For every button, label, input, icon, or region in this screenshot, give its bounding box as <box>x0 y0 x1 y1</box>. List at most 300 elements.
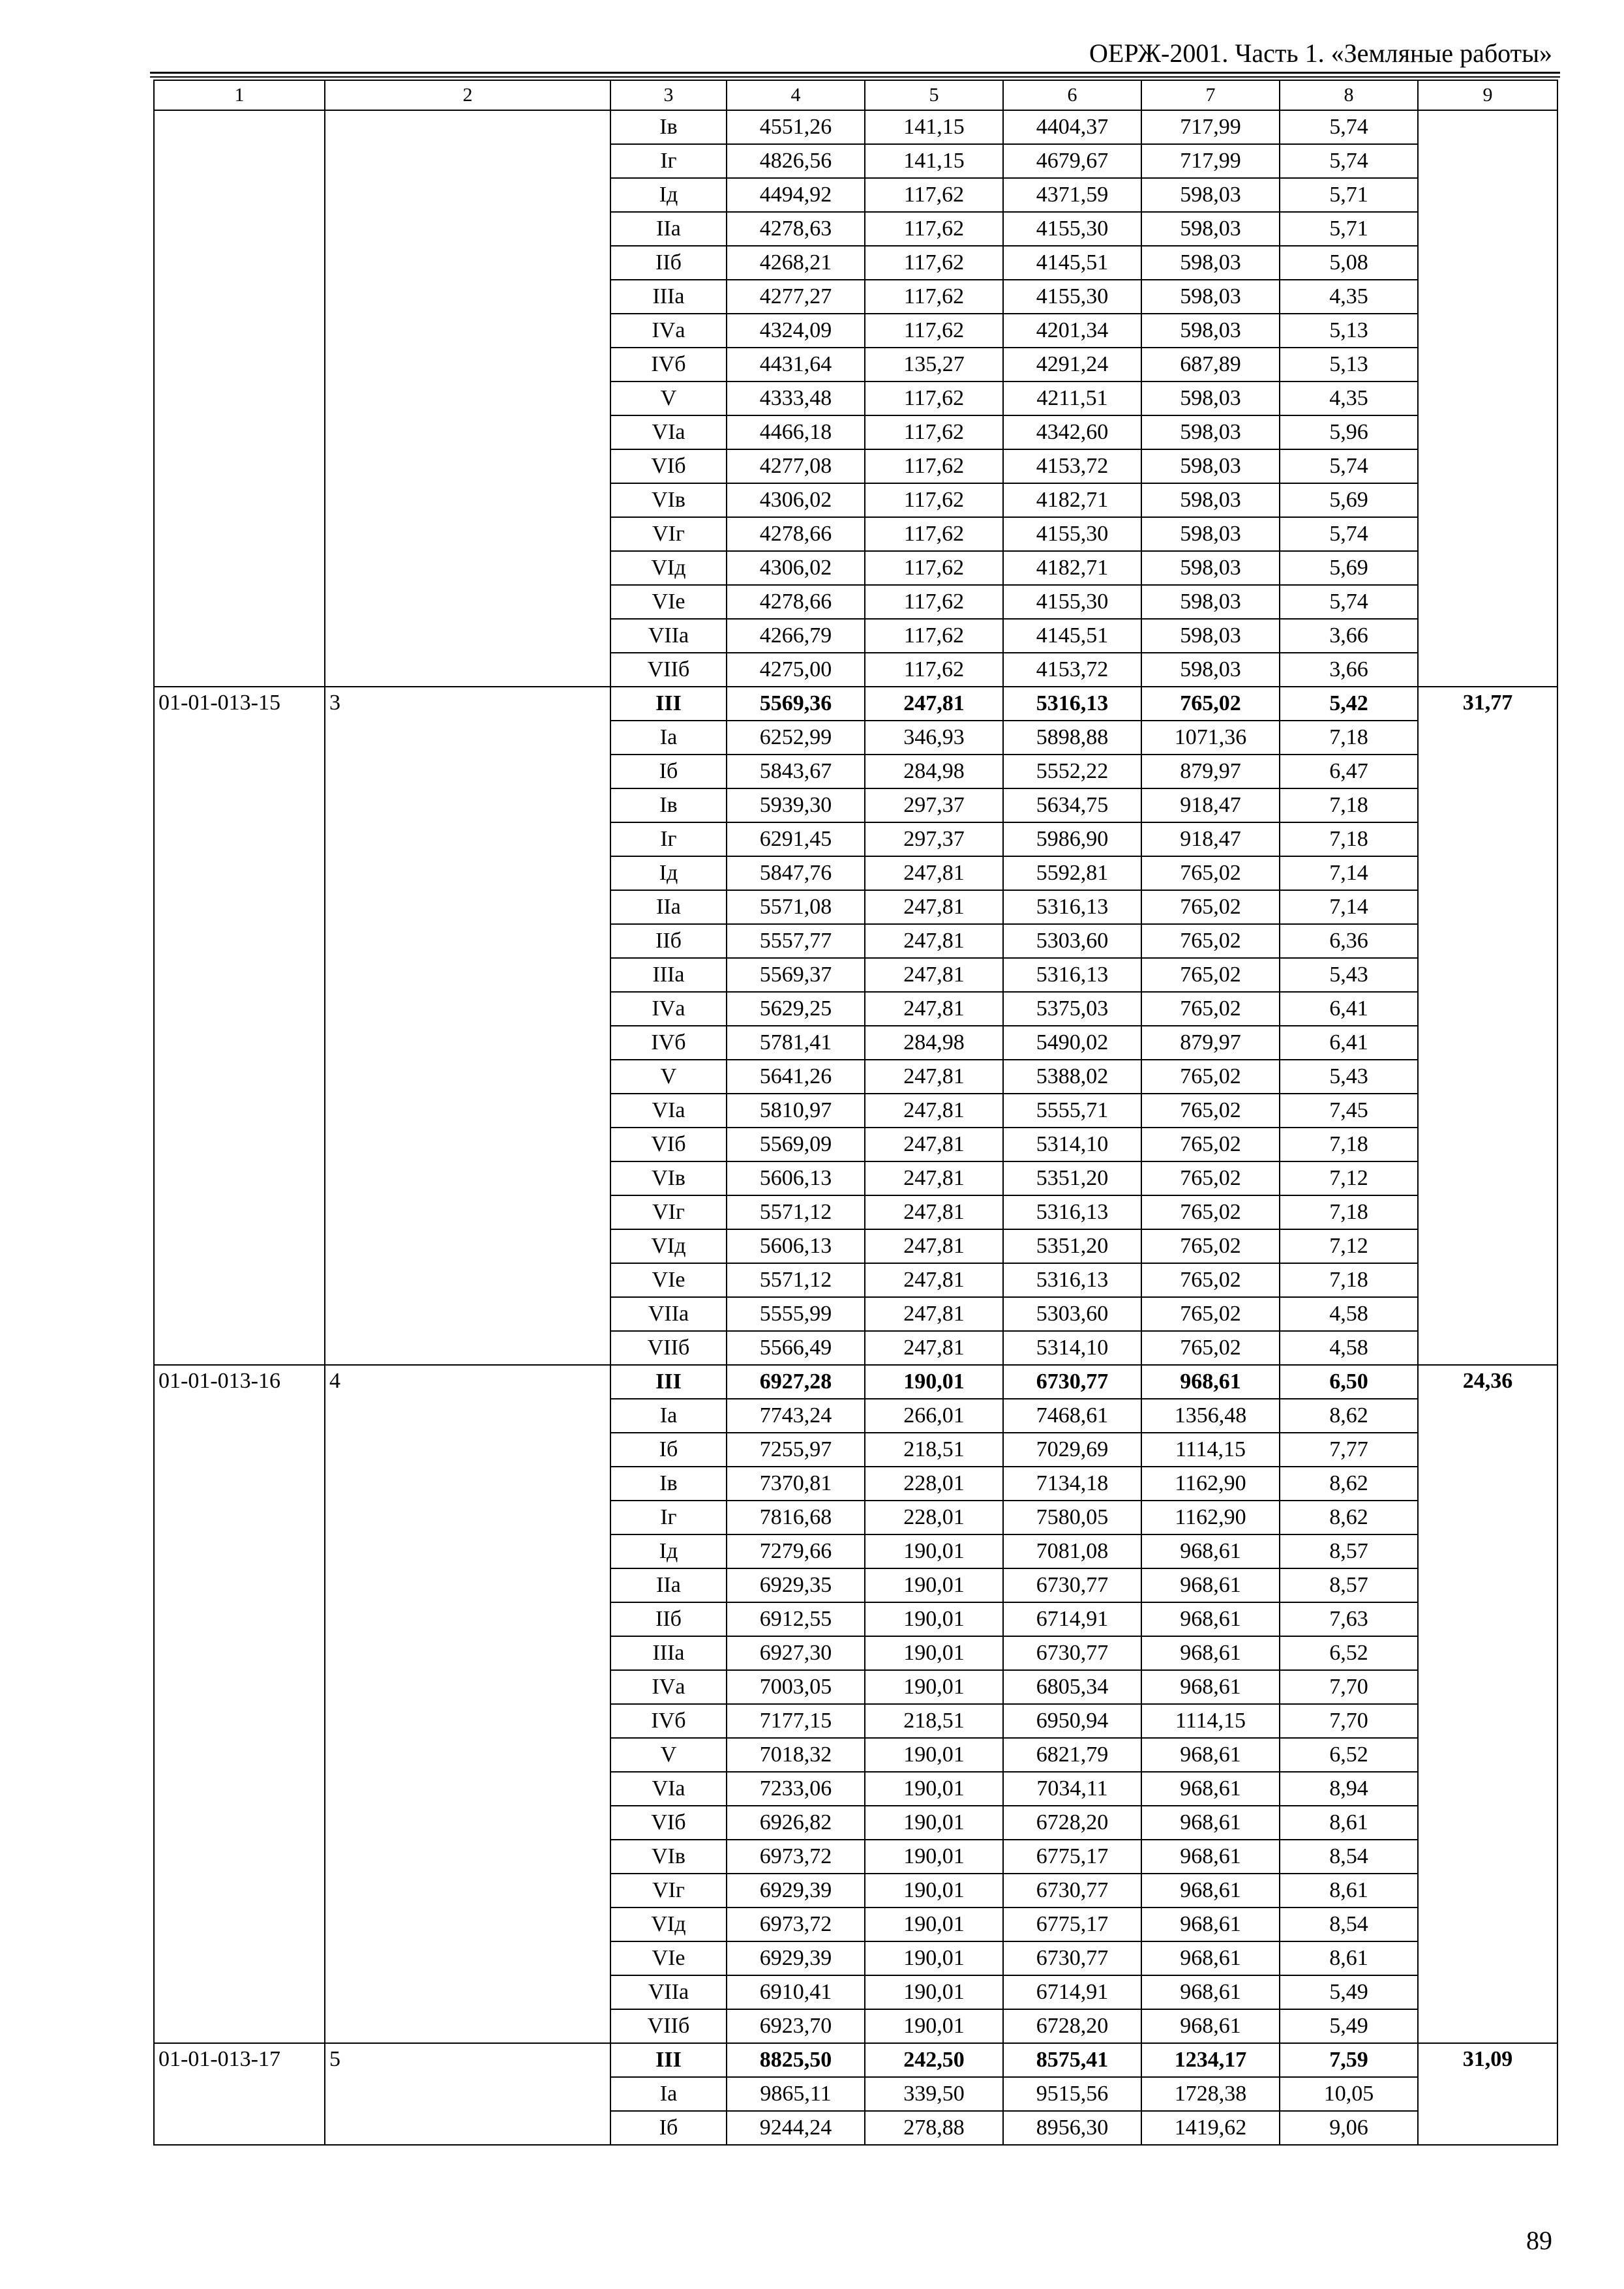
soil-group-cell: VIв <box>610 1840 727 1874</box>
value-cell: 5847,76 <box>727 856 865 890</box>
value-cell: 218,51 <box>865 1433 1003 1467</box>
value-cell: 8,54 <box>1280 1840 1418 1874</box>
value-cell: 7468,61 <box>1003 1399 1141 1433</box>
soil-group-cell: VIг <box>610 1874 727 1908</box>
value-cell: 6929,39 <box>727 1874 865 1908</box>
value-cell: 247,81 <box>865 1094 1003 1128</box>
value-cell: 5552,22 <box>1003 755 1141 788</box>
column-number-cell: 9 <box>1418 80 1557 110</box>
value-cell: 247,81 <box>865 856 1003 890</box>
value-cell: 218,51 <box>865 1704 1003 1738</box>
value-cell: 717,99 <box>1141 144 1280 178</box>
soil-group-cell: IVб <box>610 1704 727 1738</box>
soil-group-cell: IIа <box>610 890 727 924</box>
soil-group-cell: VIIа <box>610 619 727 653</box>
value-cell: 190,01 <box>865 1941 1003 1975</box>
value-cell: 8,57 <box>1280 1568 1418 1602</box>
value-cell: 4,58 <box>1280 1297 1418 1331</box>
value-cell: 968,61 <box>1141 1941 1280 1975</box>
value-cell: 765,02 <box>1141 687 1280 721</box>
value-cell: 4275,00 <box>727 653 865 687</box>
value-cell: 247,81 <box>865 958 1003 992</box>
value-cell: 5375,03 <box>1003 992 1141 1026</box>
value-cell: 8,94 <box>1280 1772 1418 1806</box>
value-cell: 6,41 <box>1280 1026 1418 1060</box>
value-cell: 8956,30 <box>1003 2111 1141 2145</box>
value-cell: 7255,97 <box>727 1433 865 1467</box>
value-cell: 598,03 <box>1141 280 1280 314</box>
soil-group-cell: IIIа <box>610 1636 727 1670</box>
value-cell: 968,61 <box>1141 1874 1280 1908</box>
value-cell: 5569,36 <box>727 687 865 721</box>
value-cell: 5,74 <box>1280 449 1418 483</box>
column-number-row <box>154 80 1557 110</box>
value-cell: 5303,60 <box>1003 924 1141 958</box>
value-cell: 5,08 <box>1280 246 1418 280</box>
page-header-title: ОЕРЖ-2001. Часть 1. «Земляные работы» <box>1089 38 1552 68</box>
value-cell: 7,70 <box>1280 1704 1418 1738</box>
value-cell: 7029,69 <box>1003 1433 1141 1467</box>
soil-group-cell: VIг <box>610 1195 727 1229</box>
value-cell: 117,62 <box>865 314 1003 348</box>
value-cell: 6926,82 <box>727 1806 865 1840</box>
number-cell <box>325 110 610 687</box>
soil-group-cell: VIв <box>610 1161 727 1195</box>
value-cell: 5898,88 <box>1003 721 1141 755</box>
value-cell: 4342,60 <box>1003 415 1141 449</box>
value-cell: 968,61 <box>1141 1806 1280 1840</box>
value-cell: 765,02 <box>1141 1297 1280 1331</box>
value-cell: 7,18 <box>1280 1195 1418 1229</box>
value-cell: 4,35 <box>1280 280 1418 314</box>
value-cell: 6821,79 <box>1003 1738 1141 1772</box>
soil-group-cell: IVа <box>610 314 727 348</box>
soil-group-cell: Iа <box>610 721 727 755</box>
value-cell: 1419,62 <box>1141 2111 1280 2145</box>
value-cell: 6730,77 <box>1003 1874 1141 1908</box>
value-cell: 4278,66 <box>727 517 865 551</box>
value-cell: 4277,27 <box>727 280 865 314</box>
value-cell: 4153,72 <box>1003 449 1141 483</box>
value-cell: 765,02 <box>1141 1263 1280 1297</box>
value-cell: 5571,12 <box>727 1195 865 1229</box>
value-cell: 6,50 <box>1280 1365 1418 1399</box>
column-number-cell: 1 <box>154 80 325 110</box>
value-cell: 5566,49 <box>727 1331 865 1365</box>
value-cell: 4145,51 <box>1003 246 1141 280</box>
value-cell: 5571,12 <box>727 1263 865 1297</box>
value-cell: 190,01 <box>865 1874 1003 1908</box>
value-cell: 190,01 <box>865 1670 1003 1704</box>
value-cell: 6805,34 <box>1003 1670 1141 1704</box>
table-row <box>154 687 1557 721</box>
table-row <box>154 110 1557 144</box>
value-cell: 190,01 <box>865 2009 1003 2043</box>
value-cell: 141,15 <box>865 110 1003 144</box>
value-cell: 765,02 <box>1141 856 1280 890</box>
soil-group-cell: VIг <box>610 517 727 551</box>
value-cell: 6775,17 <box>1003 1840 1141 1874</box>
value-cell: 6927,28 <box>727 1365 865 1399</box>
value-cell: 598,03 <box>1141 178 1280 212</box>
soil-group-cell: Iб <box>610 2111 727 2145</box>
value-cell: 598,03 <box>1141 585 1280 619</box>
item-number-cell: 4 <box>325 1365 610 2043</box>
value-cell: 5592,81 <box>1003 856 1141 890</box>
value-cell: 968,61 <box>1141 1670 1280 1704</box>
value-cell: 918,47 <box>1141 788 1280 822</box>
value-cell: 5641,26 <box>727 1060 865 1094</box>
value-cell: 6728,20 <box>1003 1806 1141 1840</box>
value-cell: 5557,77 <box>727 924 865 958</box>
value-cell: 5490,02 <box>1003 1026 1141 1060</box>
value-cell: 4404,37 <box>1003 110 1141 144</box>
value-cell: 247,81 <box>865 1229 1003 1263</box>
column-number-cell: 6 <box>1003 80 1141 110</box>
soil-group-cell: VIб <box>610 449 727 483</box>
value-cell: 7,18 <box>1280 822 1418 856</box>
item-number-cell: 5 <box>325 2043 610 2145</box>
value-cell: 242,50 <box>865 2043 1003 2077</box>
value-cell: 7,59 <box>1280 2043 1418 2077</box>
value-cell: 968,61 <box>1141 1568 1280 1602</box>
soil-group-cell: Iб <box>610 1433 727 1467</box>
value-cell: 5810,97 <box>727 1094 865 1128</box>
value-cell: 4679,67 <box>1003 144 1141 178</box>
soil-group-cell: VIе <box>610 1263 727 1297</box>
value-cell: 5781,41 <box>727 1026 865 1060</box>
value-cell: 346,93 <box>865 721 1003 755</box>
value-cell: 5571,08 <box>727 890 865 924</box>
value-cell: 5,13 <box>1280 314 1418 348</box>
value-cell: 4371,59 <box>1003 178 1141 212</box>
value-cell: 765,02 <box>1141 1229 1280 1263</box>
value-cell: 5351,20 <box>1003 1161 1141 1195</box>
value-cell: 8,57 <box>1280 1534 1418 1568</box>
value-cell: 117,62 <box>865 382 1003 415</box>
value-cell: 6730,77 <box>1003 1568 1141 1602</box>
value-cell: 968,61 <box>1141 1738 1280 1772</box>
value-cell: 190,01 <box>865 1806 1003 1840</box>
value-cell: 598,03 <box>1141 246 1280 280</box>
value-cell: 4278,66 <box>727 585 865 619</box>
value-cell: 5,71 <box>1280 212 1418 246</box>
value-cell: 5555,71 <box>1003 1094 1141 1128</box>
value-cell: 7580,05 <box>1003 1501 1141 1534</box>
header-rule-thin <box>150 76 1560 78</box>
value-cell: 4155,30 <box>1003 280 1141 314</box>
value-cell: 6730,77 <box>1003 1636 1141 1670</box>
value-cell: 968,61 <box>1141 1602 1280 1636</box>
value-cell: 117,62 <box>865 653 1003 687</box>
soil-group-cell: Iа <box>610 1399 727 1433</box>
soil-group-cell: IVб <box>610 1026 727 1060</box>
value-cell: 4291,24 <box>1003 348 1141 382</box>
value-cell: 6973,72 <box>727 1908 865 1941</box>
value-cell: 5569,09 <box>727 1128 865 1161</box>
value-cell: 117,62 <box>865 619 1003 653</box>
soil-group-cell: Iд <box>610 178 727 212</box>
total-cell: 31,09 <box>1418 2043 1557 2145</box>
value-cell: 7370,81 <box>727 1467 865 1501</box>
value-cell: 4278,63 <box>727 212 865 246</box>
value-cell: 765,02 <box>1141 1195 1280 1229</box>
value-cell: 190,01 <box>865 1738 1003 1772</box>
value-cell: 247,81 <box>865 924 1003 958</box>
value-cell: 765,02 <box>1141 1094 1280 1128</box>
value-cell: 284,98 <box>865 1026 1003 1060</box>
value-cell: 7233,06 <box>727 1772 865 1806</box>
value-cell: 228,01 <box>865 1501 1003 1534</box>
value-cell: 4431,64 <box>727 348 865 382</box>
value-cell: 4826,56 <box>727 144 865 178</box>
value-cell: 5986,90 <box>1003 822 1141 856</box>
soil-group-cell: VIв <box>610 483 727 517</box>
value-cell: 5316,13 <box>1003 958 1141 992</box>
value-cell: 765,02 <box>1141 1161 1280 1195</box>
value-cell: 6,36 <box>1280 924 1418 958</box>
value-cell: 1728,38 <box>1141 2077 1280 2111</box>
column-number-cell: 4 <box>727 80 865 110</box>
value-cell: 7134,18 <box>1003 1467 1141 1501</box>
value-cell: 765,02 <box>1141 1331 1280 1365</box>
value-cell: 5,43 <box>1280 1060 1418 1094</box>
value-cell: 4306,02 <box>727 483 865 517</box>
value-cell: 8,62 <box>1280 1399 1418 1433</box>
soil-group-cell: VIа <box>610 415 727 449</box>
value-cell: 5,74 <box>1280 144 1418 178</box>
value-cell: 7,77 <box>1280 1433 1418 1467</box>
value-cell: 9,06 <box>1280 2111 1418 2145</box>
value-cell: 247,81 <box>865 992 1003 1026</box>
value-cell: 6973,72 <box>727 1840 865 1874</box>
value-cell: 968,61 <box>1141 1534 1280 1568</box>
value-cell: 598,03 <box>1141 212 1280 246</box>
value-cell: 1114,15 <box>1141 1433 1280 1467</box>
soil-group-cell: IIб <box>610 1602 727 1636</box>
value-cell: 5316,13 <box>1003 1263 1141 1297</box>
value-cell: 765,02 <box>1141 890 1280 924</box>
column-number-cell: 5 <box>865 80 1003 110</box>
value-cell: 4268,21 <box>727 246 865 280</box>
value-cell: 6730,77 <box>1003 1365 1141 1399</box>
soil-group-cell: Iб <box>610 755 727 788</box>
table-row <box>154 2043 1557 2077</box>
value-cell: 5316,13 <box>1003 687 1141 721</box>
value-cell: 247,81 <box>865 1161 1003 1195</box>
value-cell: 1162,90 <box>1141 1467 1280 1501</box>
soil-group-cell: IIIа <box>610 280 727 314</box>
value-cell: 247,81 <box>865 1060 1003 1094</box>
value-cell: 1162,90 <box>1141 1501 1280 1534</box>
value-cell: 3,66 <box>1280 619 1418 653</box>
header-rule <box>150 72 1560 74</box>
soil-group-cell: VIIа <box>610 1297 727 1331</box>
value-cell: 8575,41 <box>1003 2043 1141 2077</box>
value-cell: 7,12 <box>1280 1161 1418 1195</box>
value-cell: 6775,17 <box>1003 1908 1141 1941</box>
value-cell: 4155,30 <box>1003 517 1141 551</box>
value-cell: 598,03 <box>1141 483 1280 517</box>
value-cell: 8,61 <box>1280 1941 1418 1975</box>
soil-group-cell: V <box>610 1738 727 1772</box>
value-cell: 5629,25 <box>727 992 865 1026</box>
value-cell: 6,47 <box>1280 755 1418 788</box>
value-cell: 968,61 <box>1141 1840 1280 1874</box>
soil-group-cell: Iг <box>610 144 727 178</box>
value-cell: 6714,91 <box>1003 1602 1141 1636</box>
value-cell: 7,63 <box>1280 1602 1418 1636</box>
value-cell: 284,98 <box>865 755 1003 788</box>
value-cell: 190,01 <box>865 1908 1003 1941</box>
soil-group-cell: IIа <box>610 1568 727 1602</box>
value-cell: 9865,11 <box>727 2077 865 2111</box>
value-cell: 8,61 <box>1280 1874 1418 1908</box>
rate-code-cell: 01-01-013-15 <box>154 687 325 1365</box>
soil-group-cell: IIIа <box>610 958 727 992</box>
value-cell: 266,01 <box>865 1399 1003 1433</box>
column-number-cell: 7 <box>1141 80 1280 110</box>
soil-group-cell: VIIа <box>610 1975 727 2009</box>
value-cell: 765,02 <box>1141 924 1280 958</box>
value-cell: 765,02 <box>1141 1060 1280 1094</box>
value-cell: 7081,08 <box>1003 1534 1141 1568</box>
soil-group-cell: VIд <box>610 551 727 585</box>
value-cell: 5351,20 <box>1003 1229 1141 1263</box>
soil-group-cell: Iг <box>610 822 727 856</box>
value-cell: 598,03 <box>1141 517 1280 551</box>
soil-group-cell: Iа <box>610 2077 727 2111</box>
soil-group-cell: VIе <box>610 1941 727 1975</box>
table-row <box>154 1365 1557 1399</box>
value-cell: 765,02 <box>1141 1128 1280 1161</box>
value-cell: 247,81 <box>865 1195 1003 1229</box>
value-cell: 5,71 <box>1280 178 1418 212</box>
value-cell: 1234,17 <box>1141 2043 1280 2077</box>
value-cell: 117,62 <box>865 483 1003 517</box>
column-number-cell: 3 <box>610 80 727 110</box>
value-cell: 5939,30 <box>727 788 865 822</box>
value-cell: 117,62 <box>865 246 1003 280</box>
value-cell: 7,12 <box>1280 1229 1418 1263</box>
value-cell: 5314,10 <box>1003 1128 1141 1161</box>
value-cell: 4551,26 <box>727 110 865 144</box>
value-cell: 117,62 <box>865 280 1003 314</box>
value-cell: 6929,39 <box>727 1941 865 1975</box>
value-cell: 968,61 <box>1141 1636 1280 1670</box>
value-cell: 190,01 <box>865 1975 1003 2009</box>
value-cell: 5388,02 <box>1003 1060 1141 1094</box>
value-cell: 687,89 <box>1141 348 1280 382</box>
value-cell: 5,13 <box>1280 348 1418 382</box>
total-cell: 24,36 <box>1418 1365 1557 2043</box>
value-cell: 717,99 <box>1141 110 1280 144</box>
value-cell: 4153,72 <box>1003 653 1141 687</box>
value-cell: 968,61 <box>1141 2009 1280 2043</box>
value-cell: 7177,15 <box>727 1704 865 1738</box>
value-cell: 190,01 <box>865 1772 1003 1806</box>
soil-group-cell: IIб <box>610 246 727 280</box>
value-cell: 4211,51 <box>1003 382 1141 415</box>
soil-group-cell: VIд <box>610 1229 727 1263</box>
soil-group-cell: VIб <box>610 1128 727 1161</box>
soil-group-cell: IIб <box>610 924 727 958</box>
value-cell: 598,03 <box>1141 619 1280 653</box>
value-cell: 7,18 <box>1280 1263 1418 1297</box>
value-cell: 5606,13 <box>727 1161 865 1195</box>
item-number-cell: 3 <box>325 687 610 1365</box>
soil-group-cell: III <box>610 687 727 721</box>
value-cell: 4,35 <box>1280 382 1418 415</box>
value-cell: 247,81 <box>865 1297 1003 1331</box>
value-cell: 5569,37 <box>727 958 865 992</box>
value-cell: 7743,24 <box>727 1399 865 1433</box>
soil-group-cell: Iв <box>610 110 727 144</box>
value-cell: 7034,11 <box>1003 1772 1141 1806</box>
soil-group-cell: V <box>610 382 727 415</box>
value-cell: 7,18 <box>1280 1128 1418 1161</box>
value-cell: 6,41 <box>1280 992 1418 1026</box>
value-cell: 1114,15 <box>1141 1704 1280 1738</box>
value-cell: 190,01 <box>865 1636 1003 1670</box>
value-cell: 7,18 <box>1280 788 1418 822</box>
value-cell: 339,50 <box>865 2077 1003 2111</box>
value-cell: 5314,10 <box>1003 1331 1141 1365</box>
value-cell: 8,62 <box>1280 1467 1418 1501</box>
value-cell: 247,81 <box>865 1263 1003 1297</box>
column-number-cell: 8 <box>1280 80 1418 110</box>
soil-group-cell: IVб <box>610 348 727 382</box>
page-number: 89 <box>1526 2226 1552 2255</box>
value-cell: 5316,13 <box>1003 1195 1141 1229</box>
value-cell: 190,01 <box>865 1534 1003 1568</box>
value-cell: 5303,60 <box>1003 1297 1141 1331</box>
soil-group-cell: V <box>610 1060 727 1094</box>
value-cell: 228,01 <box>865 1467 1003 1501</box>
value-cell: 6252,99 <box>727 721 865 755</box>
value-cell: 6910,41 <box>727 1975 865 2009</box>
value-cell: 117,62 <box>865 449 1003 483</box>
value-cell: 7,14 <box>1280 856 1418 890</box>
value-cell: 190,01 <box>865 1840 1003 1874</box>
value-cell: 7,18 <box>1280 721 1418 755</box>
value-cell: 7003,05 <box>727 1670 865 1704</box>
value-cell: 117,62 <box>865 585 1003 619</box>
value-cell: 4155,30 <box>1003 212 1141 246</box>
value-cell: 7,14 <box>1280 890 1418 924</box>
value-cell: 190,01 <box>865 1602 1003 1636</box>
value-cell: 765,02 <box>1141 958 1280 992</box>
soil-group-cell: VIIб <box>610 2009 727 2043</box>
value-cell: 918,47 <box>1141 822 1280 856</box>
value-cell: 5555,99 <box>727 1297 865 1331</box>
total-cell <box>1418 110 1557 687</box>
value-cell: 968,61 <box>1141 1908 1280 1941</box>
soil-group-cell: IVа <box>610 992 727 1026</box>
value-cell: 4155,30 <box>1003 585 1141 619</box>
value-cell: 190,01 <box>865 1568 1003 1602</box>
value-cell: 247,81 <box>865 687 1003 721</box>
value-cell: 9515,56 <box>1003 2077 1141 2111</box>
value-cell: 117,62 <box>865 551 1003 585</box>
soil-group-cell: IIа <box>610 212 727 246</box>
value-cell: 968,61 <box>1141 1772 1280 1806</box>
value-cell: 765,02 <box>1141 992 1280 1026</box>
soil-group-cell: VIIб <box>610 653 727 687</box>
rate-code-cell: 01-01-013-16 <box>154 1365 325 2043</box>
value-cell: 5,69 <box>1280 551 1418 585</box>
value-cell: 4277,08 <box>727 449 865 483</box>
